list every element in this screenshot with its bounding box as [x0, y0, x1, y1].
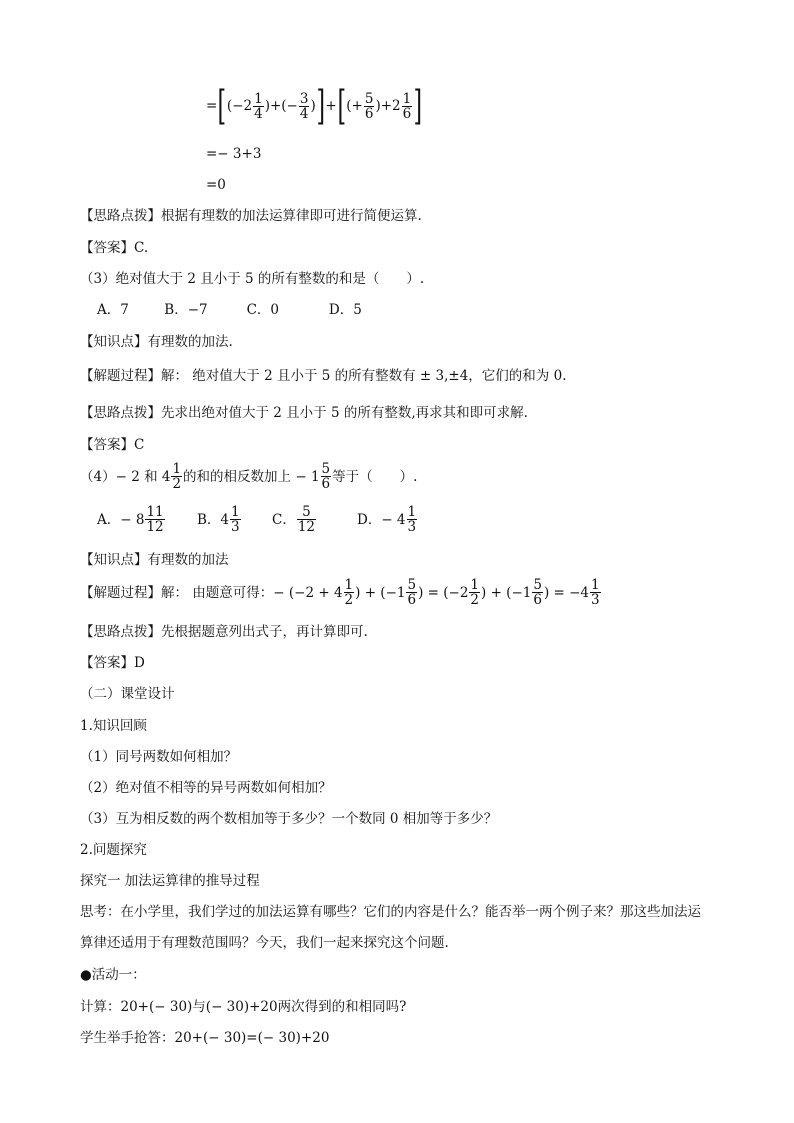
calc-line-1	[206, 83, 423, 129]
proc-text: ) = −4	[543, 584, 590, 601]
option-b: B．−7	[164, 302, 208, 318]
subsection-explore: 2.问题探究	[80, 842, 147, 858]
think-line-2: 算律还适用于有理数范围吗？今天，我们一起来探究这个问题.	[80, 935, 449, 951]
student-answer: 学生举手抢答：20+(− 30)=(− 30)+20	[80, 1030, 330, 1046]
review-item-2: （2）绝对值不相等的异号两数如何相加？	[80, 780, 332, 796]
review-item-3: （3）互为相反数的两个数相加等于多少？一个数同 0 相加等于多少？	[80, 811, 498, 827]
q3-hint: 【思路点拨】先求出绝对值大于 2 且小于 5 的所有整数,再求其和即可求解.	[80, 405, 528, 421]
proc-text: 【解题过程】解： 由题意可得：− (−2 + 4	[80, 584, 343, 601]
option-c: C．0	[246, 302, 280, 318]
left-bracket: [	[217, 83, 227, 129]
q3-answer: 【答案】C	[80, 437, 145, 453]
proc-text: ) = (−2	[418, 584, 469, 601]
q4-process	[80, 578, 602, 607]
option-d: D．5	[328, 302, 362, 318]
right-bracket: ]	[316, 83, 325, 129]
q3-stem: （3）绝对值大于 2 且小于 5 的所有整数的和是（ ）.	[80, 271, 425, 287]
q4-knowledge: 【知识点】有理数的加法	[80, 552, 229, 568]
calc-eq: =	[206, 98, 218, 114]
proc-text: ) + (−1	[355, 584, 406, 601]
calc-term: )+2	[375, 98, 401, 114]
fraction: $\frac{5}{6}$	[407, 577, 417, 608]
option-a: A．7	[97, 302, 129, 318]
q4-hint: 【思路点拨】先根据题意列出式子，再计算即可.	[80, 624, 368, 640]
left-bracket: [	[337, 83, 346, 129]
stem-text: 等于（ ）.	[332, 468, 418, 485]
fraction: $\frac{1}{2}$	[344, 577, 354, 608]
option-d: D．− 4 $\frac{1}{3}$	[357, 504, 417, 535]
q4-options	[97, 505, 418, 534]
fraction: $\frac{5}{6}$	[321, 461, 331, 492]
subsection-review: 1.知识回顾	[80, 718, 147, 734]
q2-hint: 【思路点拨】根据有理数的加法运算律即可进行简便运算.	[80, 208, 422, 224]
q4-answer: 【答案】D	[80, 655, 145, 671]
proc-text: ) + (−1	[481, 584, 532, 601]
calc-plus: +	[325, 98, 337, 114]
option-a: A．− 8 $\frac{11}{12}$	[97, 504, 164, 535]
fraction: $\frac{3}{4}$	[299, 90, 309, 122]
q2-answer: 【答案】C.	[80, 240, 149, 256]
section-heading: （二）课堂设计	[80, 686, 175, 702]
q3-knowledge: 【知识点】有理数的加法.	[80, 334, 233, 350]
fraction: $\frac{1}{4}$	[254, 90, 263, 122]
calc-term: (+	[346, 98, 363, 114]
activity-label: ●活动一：	[80, 967, 146, 983]
q4-stem	[80, 462, 417, 491]
fraction: $\frac{1}{6}$	[402, 90, 412, 122]
calc-term: )	[310, 98, 316, 114]
fraction: $\frac{1}{2}$	[470, 577, 480, 608]
fraction: $\frac{1}{2}$	[172, 461, 182, 492]
fraction: $\frac{5}{6}$	[533, 577, 542, 608]
explore-title: 探究一 加法运算律的推导过程	[80, 873, 260, 889]
review-item-1: （1）同号两数如何相加？	[80, 749, 238, 765]
calc-line-3: =0	[206, 177, 226, 193]
calc-term: (−2	[226, 98, 253, 114]
think-line-1: 思考：在小学里，我们学过的加法运算有哪些？它们的内容是什么？能否举一两个例子来？那这些加法运	[80, 904, 701, 920]
option-c: C． $\frac{5}{12}$	[272, 504, 316, 535]
activity-calc: 计算：20+(− 30)与(− 30)+20两次得到的和相同吗?	[80, 999, 407, 1015]
fraction: $\frac{1}{3}$	[591, 577, 600, 608]
stem-text: （4）− 2 和 4	[80, 468, 171, 485]
right-bracket: ]	[413, 83, 423, 129]
calc-line-2: =− 3+3	[206, 146, 262, 162]
q3-process: 【解题过程】解： 绝对值大于 2 且小于 5 的所有整数有 ± 3,±4，它们的和为 0.	[80, 368, 567, 384]
stem-text: 的和的相反数加上 − 1	[183, 468, 320, 485]
fraction: $\frac{5}{6}$	[364, 90, 374, 122]
q3-options	[97, 302, 362, 318]
calc-term: )+(−	[264, 98, 298, 114]
option-b: B．4 $\frac{1}{3}$	[197, 504, 240, 535]
